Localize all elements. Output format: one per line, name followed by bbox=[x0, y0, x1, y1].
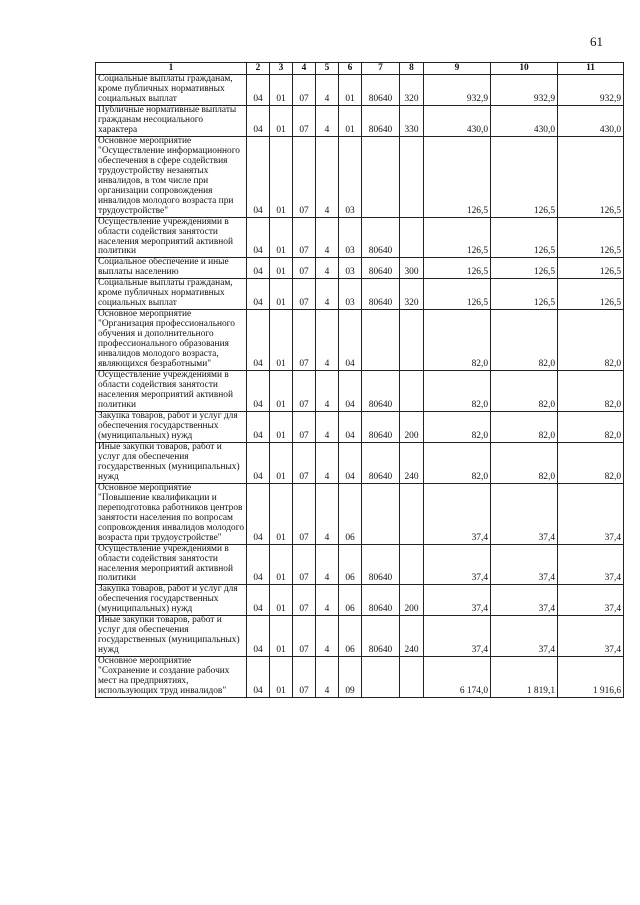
table-row bbox=[96, 75, 624, 106]
row-name-cell: Социальные выплаты гражданам, кроме публичных нормативных социальных выплат bbox=[96, 279, 247, 310]
code-cell: 04 bbox=[247, 371, 270, 412]
code-cell bbox=[362, 483, 400, 544]
table-row bbox=[96, 279, 624, 310]
column-header: 7 bbox=[362, 63, 400, 75]
code-cell: 04 bbox=[339, 310, 362, 371]
code-cell: 07 bbox=[293, 616, 316, 657]
code-cell: 04 bbox=[339, 442, 362, 483]
code-cell: 07 bbox=[293, 258, 316, 279]
header-row bbox=[96, 63, 624, 75]
row-name-cell: Иные закупки товаров, работ и услуг для обеспечения государственных (муниципальных) нужд bbox=[96, 616, 247, 657]
code-cell: 06 bbox=[339, 585, 362, 616]
code-cell: 80640 bbox=[362, 371, 400, 412]
code-cell: 4 bbox=[316, 371, 339, 412]
code-cell bbox=[400, 310, 424, 371]
code-cell: 01 bbox=[270, 371, 293, 412]
code-cell: 4 bbox=[316, 258, 339, 279]
code-cell bbox=[400, 544, 424, 585]
table-row bbox=[96, 310, 624, 371]
row-name-cell: Социальное обеспечение и иные выплаты населению bbox=[96, 258, 247, 279]
amount-cell: 37,4 bbox=[491, 483, 558, 544]
code-cell bbox=[400, 136, 424, 217]
code-cell: 04 bbox=[247, 442, 270, 483]
code-cell: 4 bbox=[316, 279, 339, 310]
code-cell: 07 bbox=[293, 371, 316, 412]
code-cell: 04 bbox=[247, 483, 270, 544]
amount-cell: 932,9 bbox=[558, 75, 624, 106]
code-cell: 4 bbox=[316, 217, 339, 258]
column-header: 2 bbox=[247, 63, 270, 75]
row-name-cell: Осуществление учреждениями в области содействия занятости населения мероприятий активной политики bbox=[96, 371, 247, 412]
code-cell: 01 bbox=[339, 75, 362, 106]
table-row bbox=[96, 442, 624, 483]
code-cell bbox=[362, 310, 400, 371]
row-name-cell: Социальные выплаты гражданам, кроме публичных нормативных социальных выплат bbox=[96, 75, 247, 106]
code-cell: 4 bbox=[316, 136, 339, 217]
code-cell: 4 bbox=[316, 483, 339, 544]
amount-cell: 37,4 bbox=[491, 616, 558, 657]
code-cell: 80640 bbox=[362, 258, 400, 279]
amount-cell: 37,4 bbox=[558, 585, 624, 616]
amount-cell: 82,0 bbox=[424, 442, 491, 483]
table-row bbox=[96, 657, 624, 698]
amount-cell: 6 174,0 bbox=[424, 657, 491, 698]
code-cell bbox=[362, 136, 400, 217]
amount-cell: 126,5 bbox=[491, 217, 558, 258]
code-cell: 04 bbox=[247, 657, 270, 698]
column-header: 9 bbox=[424, 63, 491, 75]
code-cell: 07 bbox=[293, 279, 316, 310]
row-name-cell: Закупка товаров, работ и услуг для обеспечения государственных (муниципальных) нужд bbox=[96, 585, 247, 616]
code-cell: 4 bbox=[316, 75, 339, 106]
amount-cell: 430,0 bbox=[424, 105, 491, 136]
amount-cell: 82,0 bbox=[491, 310, 558, 371]
amount-cell: 37,4 bbox=[424, 544, 491, 585]
code-cell: 4 bbox=[316, 310, 339, 371]
amount-cell: 37,4 bbox=[424, 483, 491, 544]
code-cell: 07 bbox=[293, 217, 316, 258]
row-name-cell: Иные закупки товаров, работ и услуг для обеспечения государственных (муниципальных) нужд bbox=[96, 442, 247, 483]
amount-cell: 126,5 bbox=[424, 136, 491, 217]
code-cell bbox=[400, 657, 424, 698]
table-body bbox=[96, 75, 624, 698]
code-cell bbox=[362, 657, 400, 698]
code-cell: 01 bbox=[270, 585, 293, 616]
code-cell: 01 bbox=[270, 616, 293, 657]
code-cell: 330 bbox=[400, 105, 424, 136]
code-cell: 4 bbox=[316, 544, 339, 585]
code-cell: 320 bbox=[400, 279, 424, 310]
code-cell: 04 bbox=[339, 411, 362, 442]
row-name-cell: Основное мероприятие "Осуществление информационного обеспечения в сфере содействия трудоустройству незанятых инвалидов, в том числе при организации сопровождения инвалидов молодого возраста при трудоустройстве" bbox=[96, 136, 247, 217]
code-cell: 01 bbox=[270, 217, 293, 258]
amount-cell: 430,0 bbox=[491, 105, 558, 136]
amount-cell: 82,0 bbox=[558, 310, 624, 371]
code-cell: 07 bbox=[293, 310, 316, 371]
amount-cell: 430,0 bbox=[558, 105, 624, 136]
code-cell: 01 bbox=[270, 483, 293, 544]
amount-cell: 37,4 bbox=[424, 585, 491, 616]
column-header: 6 bbox=[339, 63, 362, 75]
code-cell: 04 bbox=[339, 371, 362, 412]
amount-cell: 82,0 bbox=[491, 442, 558, 483]
code-cell: 80640 bbox=[362, 442, 400, 483]
code-cell: 200 bbox=[400, 585, 424, 616]
code-cell: 04 bbox=[247, 616, 270, 657]
code-cell: 04 bbox=[247, 75, 270, 106]
code-cell: 04 bbox=[247, 258, 270, 279]
code-cell: 09 bbox=[339, 657, 362, 698]
code-cell: 80640 bbox=[362, 105, 400, 136]
table-row bbox=[96, 411, 624, 442]
code-cell: 07 bbox=[293, 585, 316, 616]
code-cell: 320 bbox=[400, 75, 424, 106]
code-cell: 4 bbox=[316, 411, 339, 442]
amount-cell: 126,5 bbox=[424, 279, 491, 310]
code-cell: 01 bbox=[270, 544, 293, 585]
code-cell: 04 bbox=[247, 279, 270, 310]
column-header: 11 bbox=[558, 63, 624, 75]
code-cell: 01 bbox=[270, 411, 293, 442]
code-cell: 07 bbox=[293, 657, 316, 698]
amount-cell: 126,5 bbox=[424, 258, 491, 279]
code-cell bbox=[400, 371, 424, 412]
amount-cell: 126,5 bbox=[558, 136, 624, 217]
amount-cell: 1 916,6 bbox=[558, 657, 624, 698]
row-name-cell: Закупка товаров, работ и услуг для обеспечения государственных (муниципальных) нужд bbox=[96, 411, 247, 442]
code-cell: 01 bbox=[270, 657, 293, 698]
column-header: 5 bbox=[316, 63, 339, 75]
table-row bbox=[96, 616, 624, 657]
amount-cell: 126,5 bbox=[558, 258, 624, 279]
code-cell: 240 bbox=[400, 616, 424, 657]
code-cell: 04 bbox=[247, 310, 270, 371]
table-row bbox=[96, 585, 624, 616]
code-cell: 01 bbox=[270, 105, 293, 136]
code-cell: 80640 bbox=[362, 616, 400, 657]
code-cell: 06 bbox=[339, 616, 362, 657]
table-row bbox=[96, 544, 624, 585]
code-cell: 4 bbox=[316, 442, 339, 483]
table-row bbox=[96, 217, 624, 258]
code-cell bbox=[400, 217, 424, 258]
amount-cell: 932,9 bbox=[424, 75, 491, 106]
amount-cell: 126,5 bbox=[491, 136, 558, 217]
row-name-cell: Основное мероприятие "Организация профессионального обучения и дополнительного профессионального образования инвалидов молодого возраста, являющихся безработными" bbox=[96, 310, 247, 371]
code-cell bbox=[400, 483, 424, 544]
code-cell: 4 bbox=[316, 105, 339, 136]
amount-cell: 37,4 bbox=[424, 616, 491, 657]
amount-cell: 126,5 bbox=[424, 217, 491, 258]
row-name-cell: Основное мероприятие "Повышение квалификации и переподготовка работников центров занятости населения по вопросам сопровождения инвалидов молодого возраста при трудоустройстве" bbox=[96, 483, 247, 544]
page-number: 61 bbox=[590, 34, 603, 49]
table-row bbox=[96, 483, 624, 544]
code-cell: 03 bbox=[339, 136, 362, 217]
budget-table bbox=[95, 62, 624, 698]
code-cell: 07 bbox=[293, 442, 316, 483]
code-cell: 4 bbox=[316, 657, 339, 698]
code-cell: 07 bbox=[293, 411, 316, 442]
code-cell: 80640 bbox=[362, 544, 400, 585]
code-cell: 4 bbox=[316, 585, 339, 616]
amount-cell: 82,0 bbox=[491, 411, 558, 442]
column-header: 3 bbox=[270, 63, 293, 75]
amount-cell: 82,0 bbox=[491, 371, 558, 412]
code-cell: 07 bbox=[293, 105, 316, 136]
table-row bbox=[96, 258, 624, 279]
code-cell: 01 bbox=[339, 105, 362, 136]
code-cell: 01 bbox=[270, 310, 293, 371]
table-row bbox=[96, 371, 624, 412]
code-cell: 200 bbox=[400, 411, 424, 442]
code-cell: 04 bbox=[247, 217, 270, 258]
code-cell: 06 bbox=[339, 544, 362, 585]
code-cell: 01 bbox=[270, 442, 293, 483]
amount-cell: 37,4 bbox=[558, 483, 624, 544]
code-cell: 06 bbox=[339, 483, 362, 544]
amount-cell: 1 819,1 bbox=[491, 657, 558, 698]
code-cell: 04 bbox=[247, 585, 270, 616]
code-cell: 07 bbox=[293, 483, 316, 544]
code-cell: 80640 bbox=[362, 279, 400, 310]
amount-cell: 82,0 bbox=[424, 310, 491, 371]
amount-cell: 82,0 bbox=[558, 371, 624, 412]
code-cell: 80640 bbox=[362, 411, 400, 442]
amount-cell: 126,5 bbox=[558, 217, 624, 258]
column-header: 1 bbox=[96, 63, 247, 75]
code-cell: 01 bbox=[270, 136, 293, 217]
column-header: 10 bbox=[491, 63, 558, 75]
code-cell: 01 bbox=[270, 75, 293, 106]
row-name-cell: Осуществление учреждениями в области содействия занятости населения мероприятий активной политики bbox=[96, 544, 247, 585]
code-cell: 04 bbox=[247, 105, 270, 136]
amount-cell: 126,5 bbox=[558, 279, 624, 310]
amount-cell: 37,4 bbox=[558, 616, 624, 657]
amount-cell: 82,0 bbox=[558, 411, 624, 442]
code-cell: 07 bbox=[293, 75, 316, 106]
code-cell: 04 bbox=[247, 411, 270, 442]
code-cell: 01 bbox=[270, 279, 293, 310]
row-name-cell: Осуществление учреждениями в области содействия занятости населения мероприятий активной политики bbox=[96, 217, 247, 258]
code-cell: 04 bbox=[247, 544, 270, 585]
code-cell: 04 bbox=[247, 136, 270, 217]
code-cell: 01 bbox=[270, 258, 293, 279]
code-cell: 80640 bbox=[362, 585, 400, 616]
code-cell: 300 bbox=[400, 258, 424, 279]
code-cell: 80640 bbox=[362, 217, 400, 258]
amount-cell: 82,0 bbox=[558, 442, 624, 483]
code-cell: 03 bbox=[339, 279, 362, 310]
code-cell: 80640 bbox=[362, 75, 400, 106]
row-name-cell: Основное мероприятие "Сохранение и создание рабочих мест на предприятиях, использующих труд инвалидов" bbox=[96, 657, 247, 698]
code-cell: 03 bbox=[339, 258, 362, 279]
column-header: 8 bbox=[400, 63, 424, 75]
code-cell: 240 bbox=[400, 442, 424, 483]
table-row bbox=[96, 105, 624, 136]
code-cell: 07 bbox=[293, 544, 316, 585]
row-name-cell: Публичные нормативные выплаты гражданам несоциального характера bbox=[96, 105, 247, 136]
amount-cell: 82,0 bbox=[424, 411, 491, 442]
amount-cell: 37,4 bbox=[491, 544, 558, 585]
code-cell: 03 bbox=[339, 217, 362, 258]
amount-cell: 37,4 bbox=[558, 544, 624, 585]
amount-cell: 932,9 bbox=[491, 75, 558, 106]
amount-cell: 126,5 bbox=[491, 279, 558, 310]
code-cell: 4 bbox=[316, 616, 339, 657]
amount-cell: 82,0 bbox=[424, 371, 491, 412]
column-header: 4 bbox=[293, 63, 316, 75]
amount-cell: 126,5 bbox=[491, 258, 558, 279]
table-row bbox=[96, 136, 624, 217]
amount-cell: 37,4 bbox=[491, 585, 558, 616]
code-cell: 07 bbox=[293, 136, 316, 217]
